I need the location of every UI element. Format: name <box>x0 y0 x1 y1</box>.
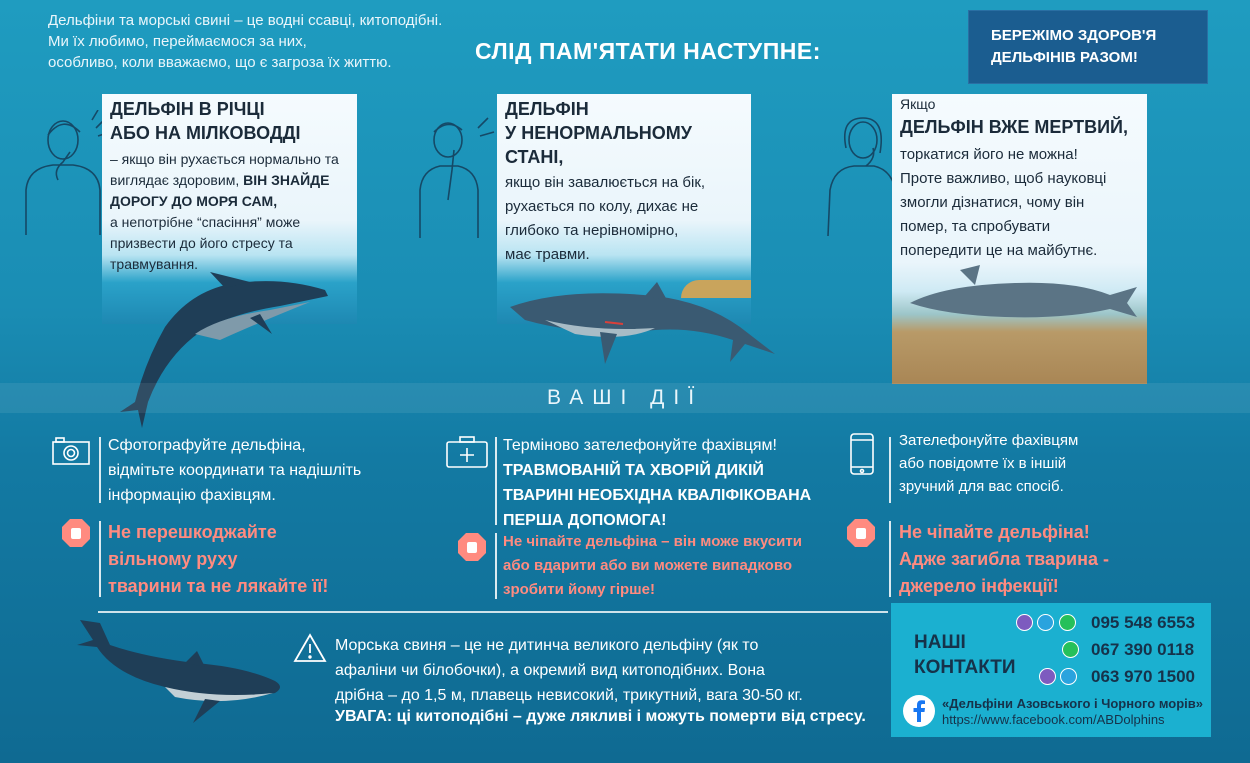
campaign-banner <box>968 10 1208 84</box>
divider <box>889 437 891 503</box>
divider <box>99 437 101 503</box>
card-dead-dolphin <box>892 94 1147 384</box>
card-text-emphasis: ДОРОГУ ДО МОРЯ САМ, <box>110 193 278 209</box>
warning-line: Не чіпайте дельфіна! <box>899 522 1090 542</box>
telegram-icon <box>1060 668 1077 685</box>
anxious-person-illustration <box>410 110 500 240</box>
phone-link[interactable]: 067 390 0118 <box>1091 640 1195 659</box>
action-line: Сфотографуйте дельфіна, <box>108 437 306 454</box>
dead-dolphin-illustration <box>905 265 1140 325</box>
phone-row <box>1039 668 1077 690</box>
divider <box>889 521 891 597</box>
card-heading: ДЕЛЬФІН <box>505 99 589 119</box>
action-emphasis: ТРАВМОВАНІЙ ТА ХВОРІЙ ДИКІЙ <box>503 462 764 479</box>
warning-text <box>503 530 802 602</box>
divider <box>495 533 497 599</box>
warning-line: джерело інфекції! <box>899 576 1059 596</box>
action-line: або повідомте їх в іншій <box>899 455 1067 472</box>
action-text <box>108 433 361 508</box>
card-text: якщо він завалюється на бік, <box>505 174 706 191</box>
intro-line: Дельфіни та морські свині – це водні ссавці, китоподібні. <box>48 12 443 29</box>
warning-line: зробити йому гірше! <box>503 581 656 598</box>
section-divider <box>98 611 888 613</box>
action-emphasis: ПЕРША ДОПОМОГА! <box>503 512 667 529</box>
action-text <box>503 433 811 533</box>
warning-line: вільному руху <box>108 549 238 569</box>
contacts-title-line: КОНТАКТИ <box>914 657 1016 678</box>
fact-line: Морська свиня – це не дитинча великого дельфіну (як то <box>335 637 759 654</box>
porpoise-warning: УВАГА: ці китоподібні – дуже лякливі і можуть померти від стресу. <box>335 708 866 725</box>
card-text-emphasis: ВІН ЗНАЙДЕ <box>243 172 330 188</box>
action-emphasis: ТВАРИНІ НЕОБХІДНА КВАЛІФІКОВАНА <box>503 487 812 504</box>
stop-hand-icon <box>458 533 486 561</box>
warning-text <box>108 519 328 600</box>
action-text <box>899 429 1078 498</box>
card-heading: ДЕЛЬФІН ВЖЕ МЕРТВИЙ, <box>900 117 1128 137</box>
phone-link[interactable]: 095 548 6553 <box>1091 613 1195 632</box>
banner-line: БЕРЕЖІМО ЗДОРОВ'Я <box>991 27 1157 44</box>
card-text: має травми. <box>505 246 590 263</box>
card-text: змогли дізнатися, чому він <box>900 194 1085 211</box>
card-text <box>110 170 357 191</box>
action-line: Зателефонуйте фахівцям <box>899 432 1079 449</box>
card-text: Проте важливо, щоб науковці <box>900 170 1107 187</box>
facebook-icon[interactable] <box>903 695 935 727</box>
worried-person-illustration <box>18 110 113 240</box>
card-text: рухається по колу, дихає не <box>505 198 699 215</box>
viber-icon <box>1016 614 1033 631</box>
action-line: Терміново зателефонуйте фахівцям! <box>503 437 777 454</box>
warning-line: або вдарити або ви можете випадково <box>503 557 793 574</box>
phone-row <box>1062 641 1079 663</box>
intro-text <box>48 10 488 73</box>
card-text: травмування. <box>110 256 199 272</box>
stop-hand-icon <box>847 519 875 547</box>
porpoise-fact <box>335 633 875 708</box>
card-text: – якщо він рухається нормально та <box>110 151 339 167</box>
whatsapp-icon <box>1059 614 1076 631</box>
viber-icon <box>1039 668 1056 685</box>
contacts-title-line: НАШІ <box>914 632 966 653</box>
warning-triangle-icon <box>293 633 327 663</box>
telegram-icon <box>1037 614 1054 631</box>
divider <box>495 437 497 525</box>
card-heading: ДЕЛЬФІН В РІЧЦІ <box>110 99 265 119</box>
main-title: СЛІД ПАМ'ЯТАТИ НАСТУПНЕ: <box>475 38 821 64</box>
phone-row <box>1016 614 1076 636</box>
fact-line: дрібна – до 1,5 м, плавець невисокий, трикутний, вага 30-50 кг. <box>335 687 803 704</box>
injured-dolphin-illustration <box>505 282 780 372</box>
divider <box>99 521 101 597</box>
action-line: зручний для вас спосіб. <box>899 478 1064 495</box>
card-heading: АБО НА МІЛКОВОДДІ <box>110 123 301 143</box>
card-text: глибоко та нерівномірно, <box>505 222 679 239</box>
porpoise-illustration <box>75 615 285 730</box>
contacts-title <box>914 630 1016 680</box>
warning-line: Адже загибла тварина - <box>899 549 1109 569</box>
card-text: призвести до його стресу та <box>110 235 293 251</box>
card-text: а непотрібне “спасіння” може <box>110 214 301 230</box>
fact-line: афаліни чи білобочки), а окремий вид китоподібних. Вона <box>335 662 765 679</box>
action-line: відмітьте координати та надішліть <box>108 462 362 479</box>
phone-link[interactable]: 063 970 1500 <box>1091 667 1195 686</box>
first-aid-kit-icon <box>446 436 488 468</box>
card-text: помер, та спробувати <box>900 218 1051 235</box>
whatsapp-icon <box>1062 641 1079 658</box>
card-text-part: виглядає здоровим, <box>110 172 244 188</box>
action-line: інформацію фахівцям. <box>108 487 276 504</box>
warning-line: Не чіпайте дельфіна – він може вкусити <box>503 533 802 550</box>
warning-text <box>899 519 1109 600</box>
camera-icon <box>52 437 90 465</box>
card-text: торкатися його не можна! <box>900 146 1078 163</box>
stop-hand-icon <box>62 519 90 547</box>
actions-title: ВАШІ ДІЇ <box>546 386 704 409</box>
facebook-page-name[interactable]: «Дельфіни Азовського і Чорного морів» <box>942 696 1203 711</box>
banner-line: ДЕЛЬФІНІВ РАЗОМ! <box>991 49 1138 66</box>
warning-line: Не перешкоджайте <box>108 522 277 542</box>
facebook-url-link[interactable]: https://www.facebook.com/ABDolphins <box>942 712 1165 727</box>
card-pretext: Якщо <box>900 96 936 112</box>
smartphone-icon <box>850 433 874 475</box>
intro-line: особливо, коли вважаємо, що є загроза їх життю. <box>48 54 392 71</box>
card-heading: У НЕНОРМАЛЬНОМУ СТАНІ, <box>505 123 692 167</box>
card-text: попередити це на майбутнє. <box>900 242 1098 259</box>
warning-line: тварини та не лякайте її! <box>108 576 329 596</box>
intro-line: Ми їх любимо, переймаємося за них, <box>48 33 307 50</box>
